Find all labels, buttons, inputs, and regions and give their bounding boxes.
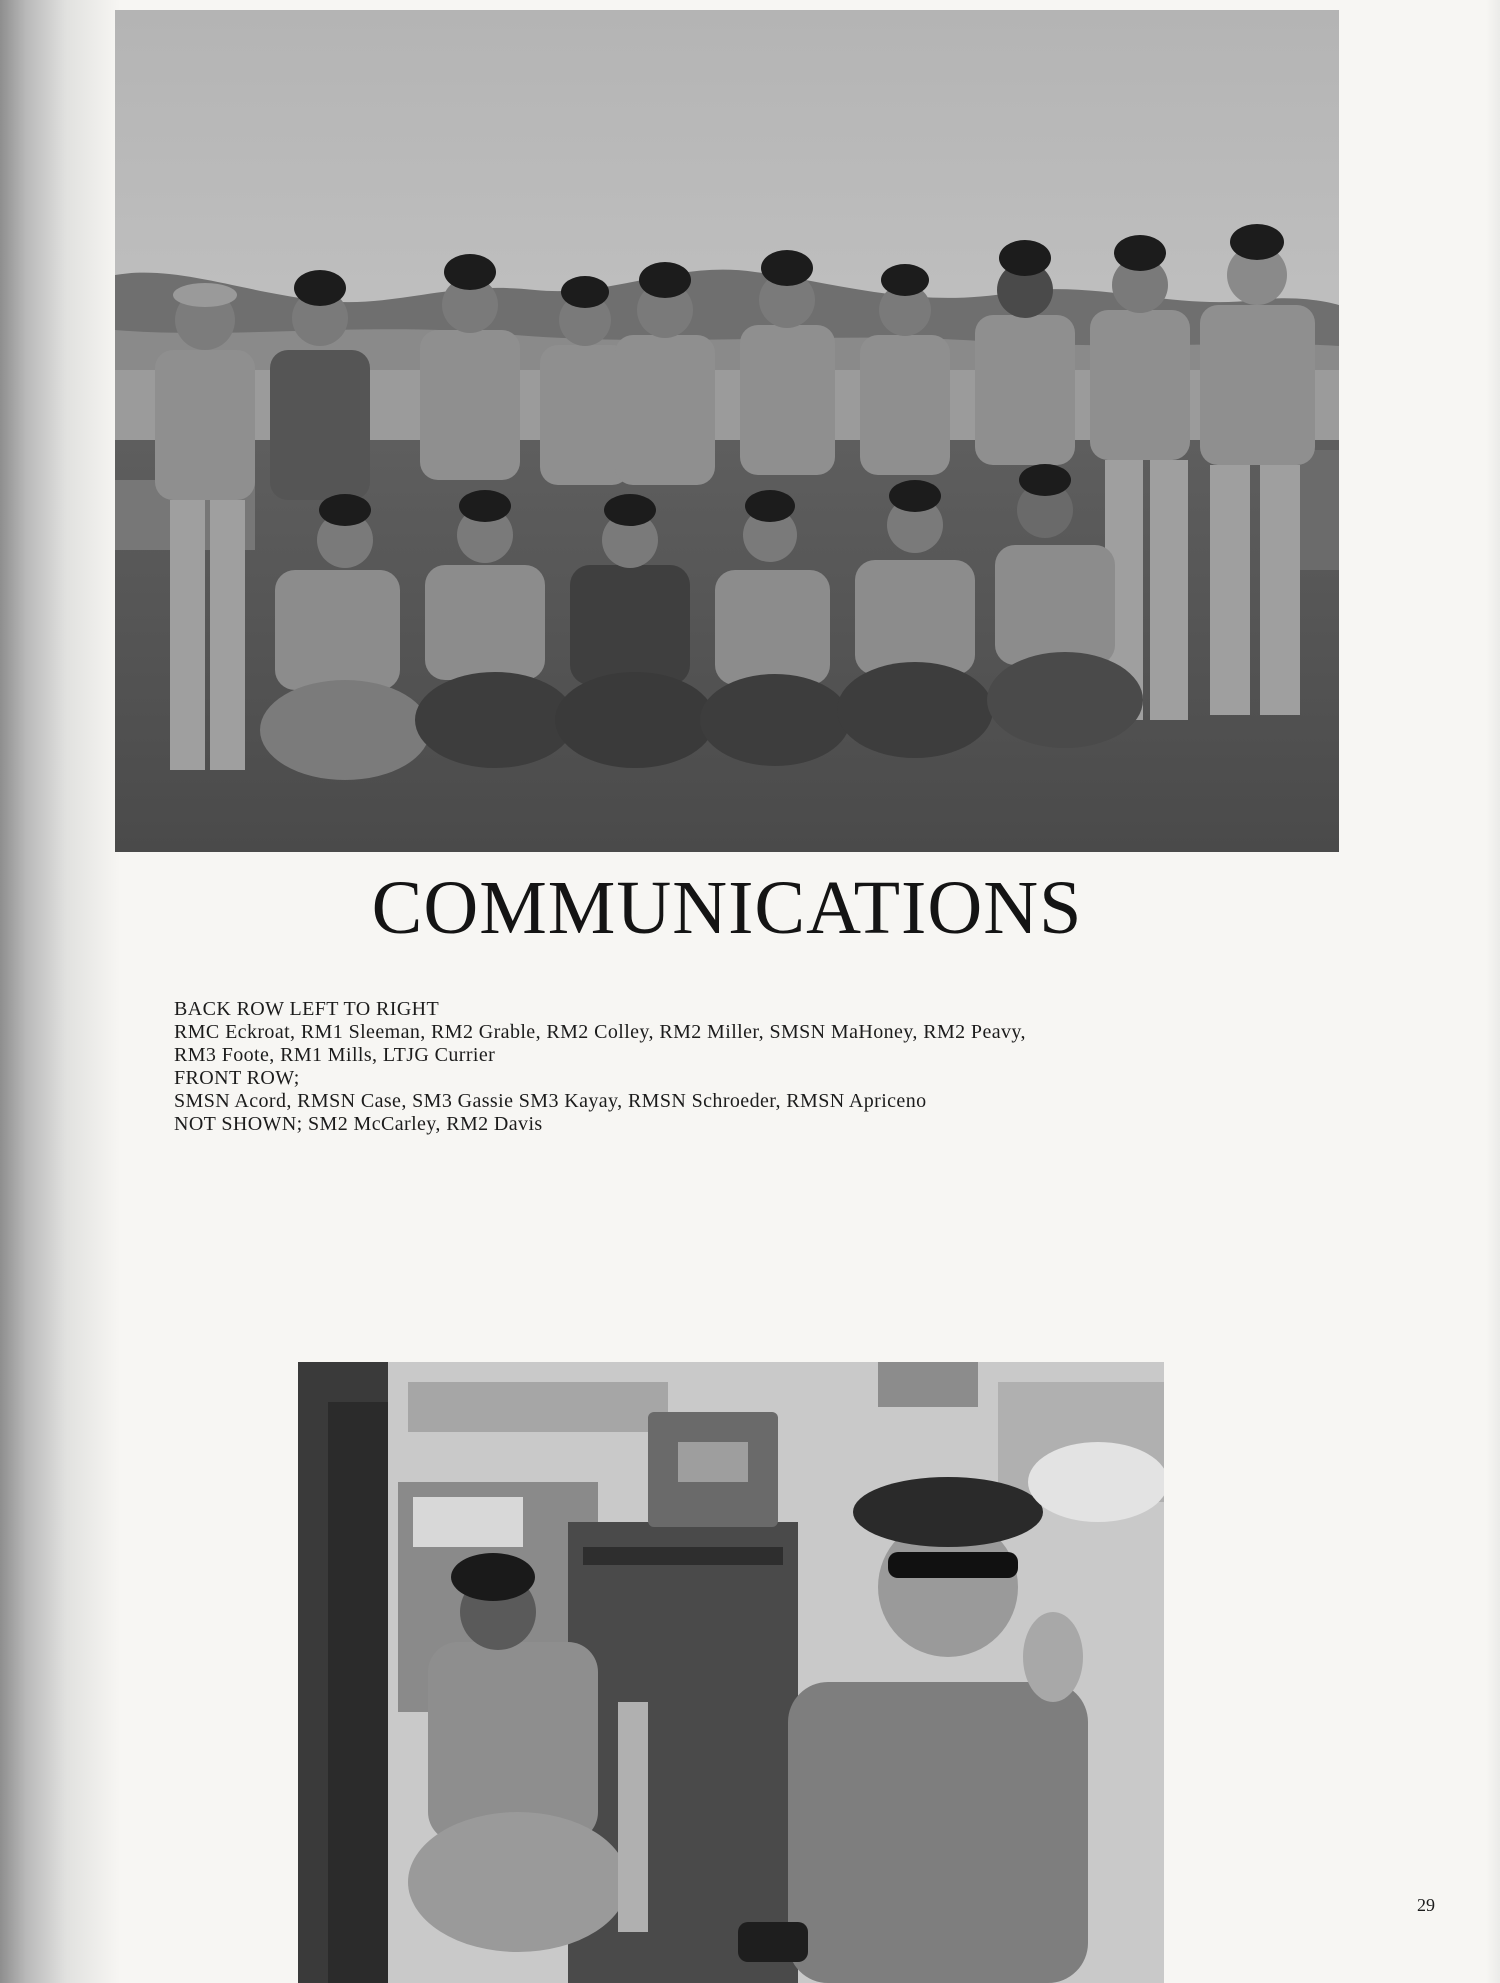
photo-caption [174,998,1314,1136]
page-title: COMMUNICATIONS [371,866,1083,950]
radio-room-photo [298,1362,1164,1983]
caption-line: RM3 Foote, RM1 Mills, LTJG Currier [174,1044,496,1066]
book-gutter-shadow [0,0,120,1983]
page-edge [1486,0,1500,1983]
page-number: 29 [1417,1895,1435,1915]
caption-line: SMSN Acord, RMSN Case, SM3 Gassie SM3 Kayay, RMSN Schroeder, RMSN Apriceno [174,1090,927,1112]
group-photo-image [115,10,1339,852]
radio-room-photo-image [298,1362,1164,1983]
caption-line: FRONT ROW; [174,1067,300,1089]
caption-line: NOT SHOWN; SM2 McCarley, RM2 Davis [174,1113,543,1135]
group-photo [115,10,1339,852]
caption-line: RMC Eckroat, RM1 Sleeman, RM2 Grable, RM2 Colley, RM2 Miller, SMSN MaHoney, RM2 Peavy, [174,1021,1026,1043]
caption-line: BACK ROW LEFT TO RIGHT [174,998,440,1020]
